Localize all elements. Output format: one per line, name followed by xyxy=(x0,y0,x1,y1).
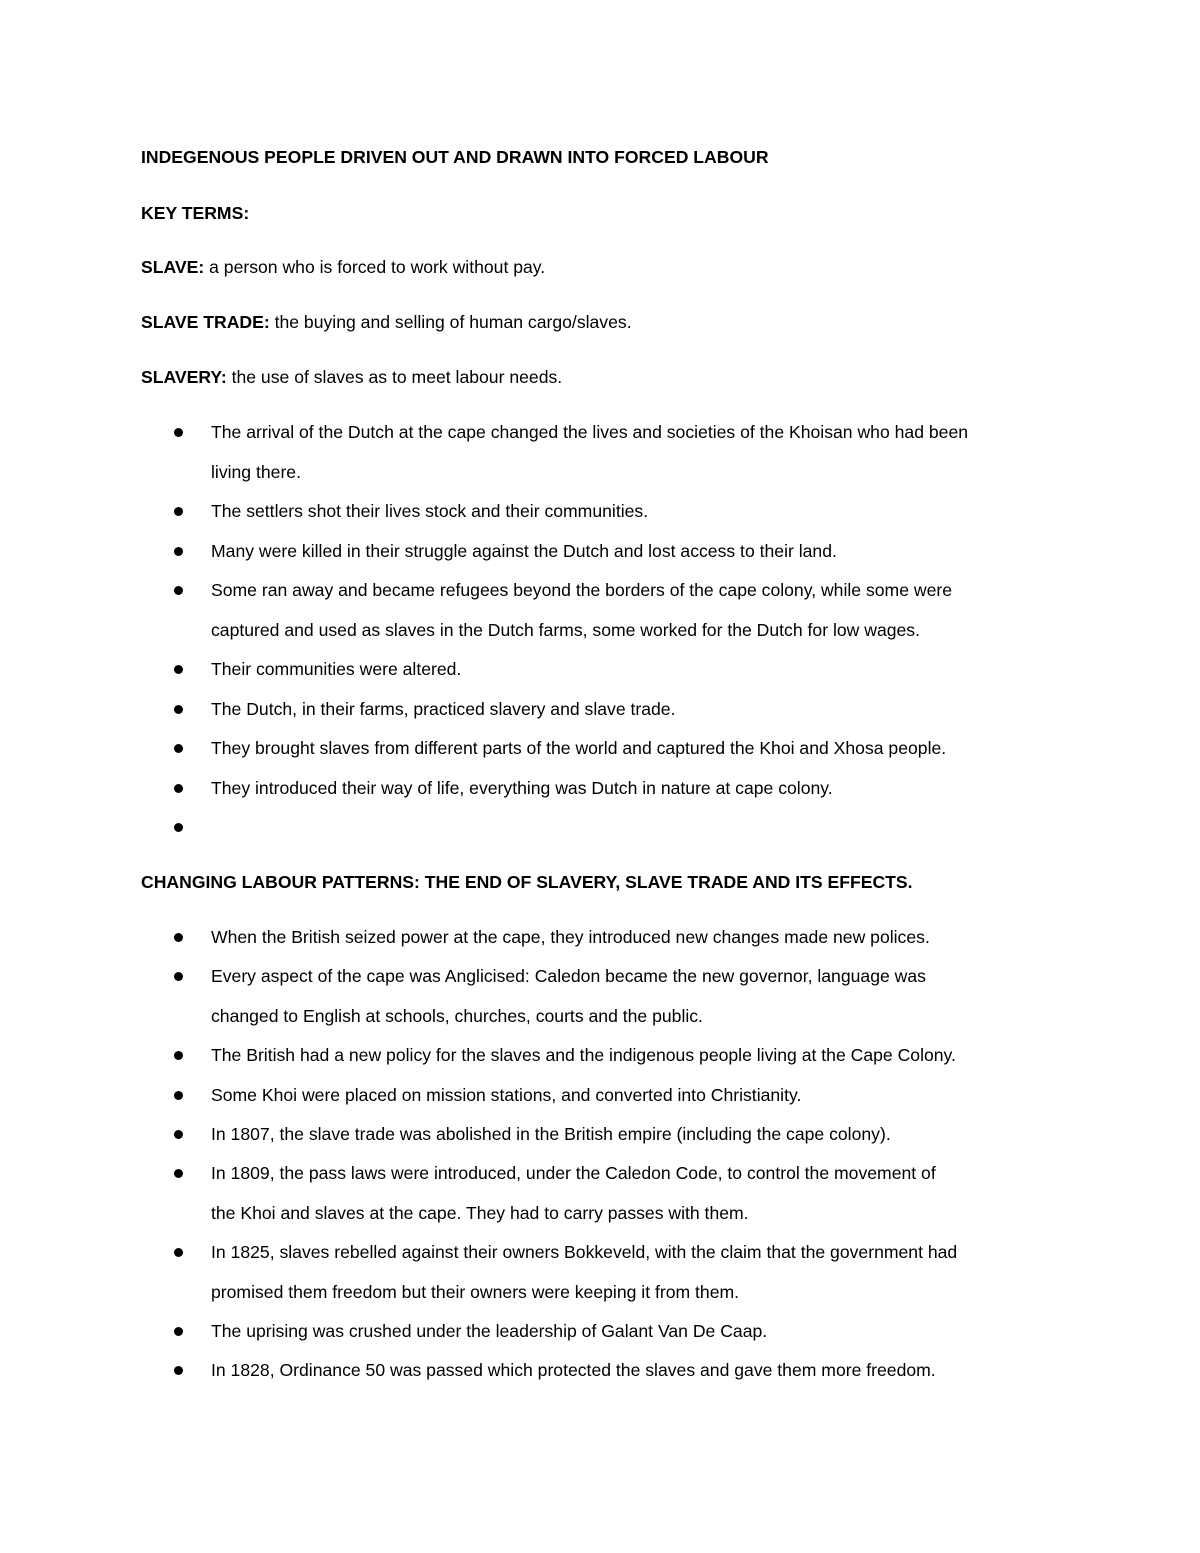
bullet-icon xyxy=(174,784,183,793)
list-item-line: The settlers shot their lives stock and their communities. xyxy=(211,501,649,521)
list-item-line: Every aspect of the cape was Anglicised: Caledon became the new governor, language was xyxy=(211,966,926,987)
bullet-icon xyxy=(174,1366,183,1375)
list-item-line: promised them freedom but their owners were keeping it from them. xyxy=(211,1281,740,1302)
term-slavery xyxy=(141,366,562,388)
bullet-icon xyxy=(174,1130,183,1139)
list-item-line: In 1825, slaves rebelled against their owners Bokkeveld, with the claim that the government had xyxy=(211,1242,958,1263)
term-slave-trade xyxy=(141,311,632,333)
term-label: SLAVE: xyxy=(141,257,205,277)
list-item-line: When the British seized power at the cape, they introduced new changes made new polices. xyxy=(211,927,930,947)
list-item-line: Some ran away and became refugees beyond the borders of the cape colony, while some were xyxy=(211,580,952,600)
list-item-line: living there. xyxy=(211,461,301,482)
bullet-icon xyxy=(174,1169,183,1178)
list-item-line: The arrival of the Dutch at the cape changed the lives and societies of the Khoisan who had been xyxy=(211,422,969,442)
bullet-icon xyxy=(174,705,183,714)
bullet-icon xyxy=(174,1327,183,1336)
document-title: INDEGENOUS PEOPLE DRIVEN OUT AND DRAWN INTO FORCED LABOUR xyxy=(141,147,769,167)
term-definition: the buying and selling of human cargo/slaves. xyxy=(269,312,632,332)
list-item-line: Some Khoi were placed on mission stations, and converted into Christianity. xyxy=(211,1084,802,1105)
list-item-line: The Dutch, in their farms, practiced slavery and slave trade. xyxy=(211,698,676,719)
bullet-icon xyxy=(174,823,183,832)
list-item-line: In 1809, the pass laws were introduced, under the Caledon Code, to control the movement of xyxy=(211,1163,936,1184)
list-item-line: The British had a new policy for the slaves and the indigenous people living at the Cape Colony. xyxy=(211,1045,956,1066)
bullet-icon xyxy=(174,428,183,437)
bullet-icon xyxy=(174,972,183,981)
bullet-icon xyxy=(174,1248,183,1257)
bullet-icon xyxy=(174,1051,183,1060)
bullet-icon xyxy=(174,744,183,753)
list-item-line: changed to English at schools, churches, courts and the public. xyxy=(211,1005,703,1026)
bullet-icon xyxy=(174,507,183,516)
list-item-line: They brought slaves from different parts of the world and captured the Khoi and Xhosa people. xyxy=(211,738,947,758)
bullet-icon xyxy=(174,665,183,674)
bullet-icon xyxy=(174,1091,183,1100)
term-label: SLAVERY: xyxy=(141,367,227,387)
section2-heading: CHANGING LABOUR PATTERNS: THE END OF SLAVERY, SLAVE TRADE AND ITS EFFECTS. xyxy=(141,872,913,892)
term-definition: a person who is forced to work without pay. xyxy=(204,257,546,277)
term-definition: the use of slaves as to meet labour needs. xyxy=(226,367,563,387)
list-item-line: Many were killed in their struggle against the Dutch and lost access to their land. xyxy=(211,540,837,561)
list-item-line: The uprising was crushed under the leadership of Galant Van De Caap. xyxy=(211,1321,768,1341)
term-label: SLAVE TRADE: xyxy=(141,312,270,332)
list-item-line: They introduced their way of life, everything was Dutch in nature at cape colony. xyxy=(211,777,833,798)
list-item-line: captured and used as slaves in the Dutch farms, some worked for the Dutch for low wages. xyxy=(211,619,920,640)
bullet-icon xyxy=(174,547,183,556)
term-slave xyxy=(141,256,545,278)
list-item-line: Their communities were altered. xyxy=(211,659,462,679)
list-item-line: In 1828, Ordinance 50 was passed which protected the slaves and gave them more freedom. xyxy=(211,1360,936,1381)
bullet-icon xyxy=(174,933,183,942)
list-item-line: In 1807, the slave trade was abolished in the British empire (including the cape colony). xyxy=(211,1124,891,1144)
list-item-line: the Khoi and slaves at the cape. They had to carry passes with them. xyxy=(211,1202,749,1223)
key-terms-heading: KEY TERMS: xyxy=(141,203,250,223)
bullet-icon xyxy=(174,586,183,595)
